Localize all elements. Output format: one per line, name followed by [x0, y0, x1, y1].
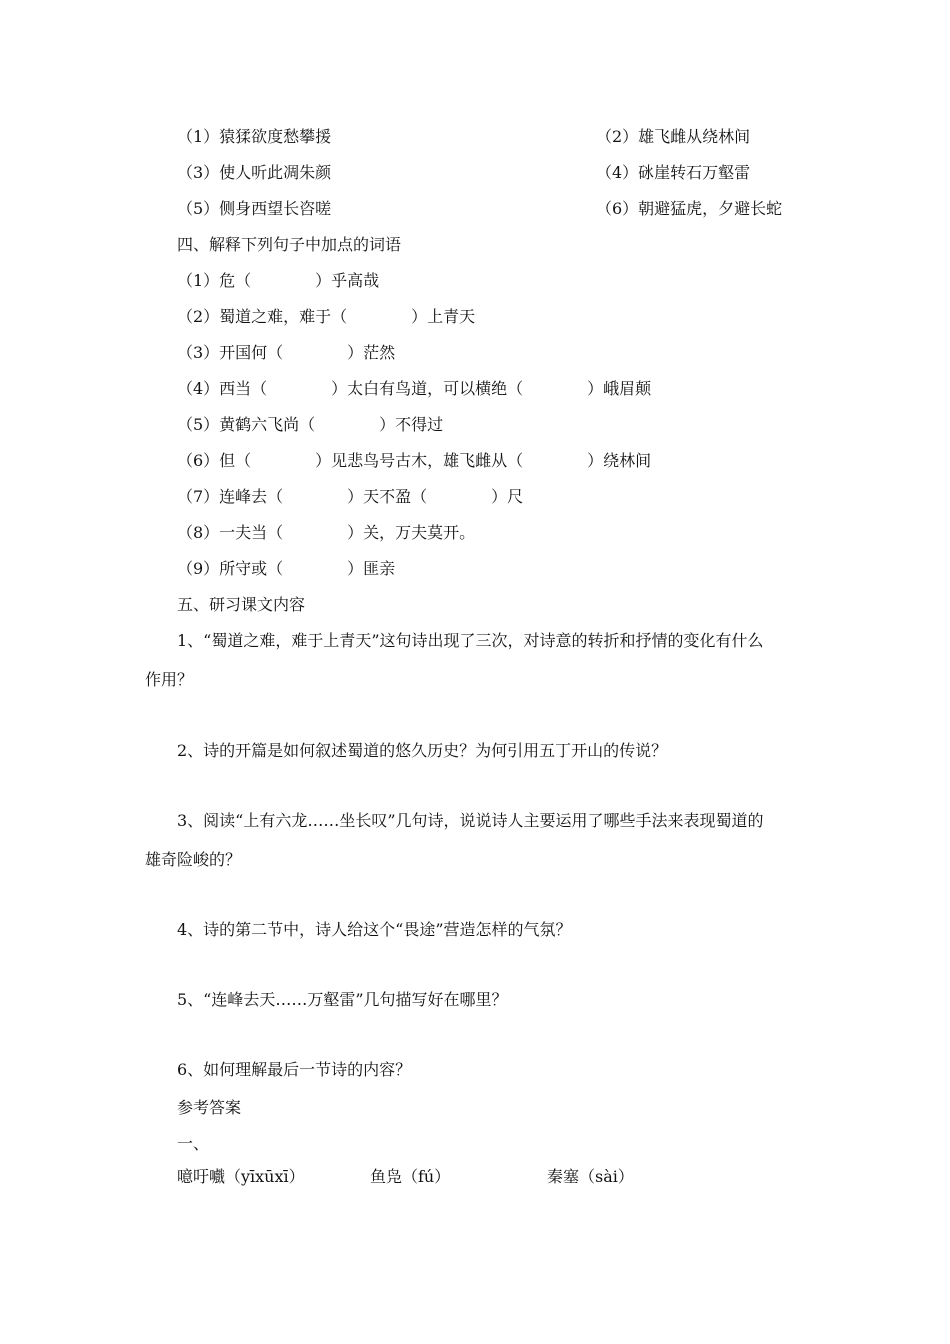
question-1-line-2: 作用？ — [145, 670, 194, 689]
section4-item: （6）但（ ）见悲鸟号古木，雄飞雌从（ ）绕林间 — [177, 451, 652, 470]
section4-item: （5）黄鹤六飞尚（ ）不得过 — [177, 415, 444, 434]
pair-1-right: （2）雄飞雌从绕林间 — [596, 127, 751, 146]
section5-heading: 五、研习课文内容 — [177, 595, 306, 614]
question-2: 2、诗的开篇是如何叙述蜀道的悠久历史？为何引用五丁开山的传说？ — [177, 741, 668, 760]
section4-item: （9）所守或（ ）匪亲 — [177, 559, 396, 578]
pair-2-left: （3）使人听此凋朱颜 — [177, 163, 332, 182]
answers-part-1: 一、 — [177, 1134, 210, 1153]
section4-item: （1）危（ ）乎高哉 — [177, 271, 380, 290]
answer-item: 噫吁嚱（yīxūxī） — [177, 1167, 305, 1186]
section4-item: （4）西当（ ）太白有鸟道，可以横绝（ ）峨眉颠 — [177, 379, 652, 398]
section4-item: （7）连峰去（ ）天不盈（ ）尺 — [177, 487, 524, 506]
pair-3-right: （6）朝避猛虎，夕避长蛇 — [596, 199, 783, 218]
pair-2-right: （4）砯崖转石万壑雷 — [596, 163, 751, 182]
section4-item: （2）蜀道之难，难于（ ）上青天 — [177, 307, 476, 326]
question-4: 4、诗的第二节中，诗人给这个“畏途”营造怎样的气氛？ — [177, 920, 572, 939]
pair-3-left: （5）侧身西望长咨嗟 — [177, 199, 332, 218]
answer-item: 秦塞（sài） — [547, 1167, 634, 1186]
answers-heading: 参考答案 — [177, 1098, 242, 1117]
section4-item: （3）开国何（ ）茫然 — [177, 343, 396, 362]
question-3-line-1: 3、阅读“上有六龙……坐长叹”几句诗，说说诗人主要运用了哪些手法来表现蜀道的 — [177, 811, 764, 830]
answer-item: 鱼凫（fú） — [370, 1167, 451, 1186]
pair-1-left: （1）猿猱欲度愁攀援 — [177, 127, 332, 146]
section4-item: （8）一夫当（ ）关，万夫莫开。 — [177, 523, 476, 542]
question-6: 6、如何理解最后一节诗的内容？ — [177, 1060, 412, 1079]
section4-heading: 四、解释下列句子中加点的词语 — [177, 235, 402, 254]
question-5: 5、“连峰去天……万壑雷”几句描写好在哪里？ — [177, 990, 508, 1009]
question-1-line-1: 1、“蜀道之难，难于上青天”这句诗出现了三次，对诗意的转折和抒情的变化有什么 — [177, 631, 764, 650]
question-3-line-2: 雄奇险峻的？ — [145, 850, 242, 869]
